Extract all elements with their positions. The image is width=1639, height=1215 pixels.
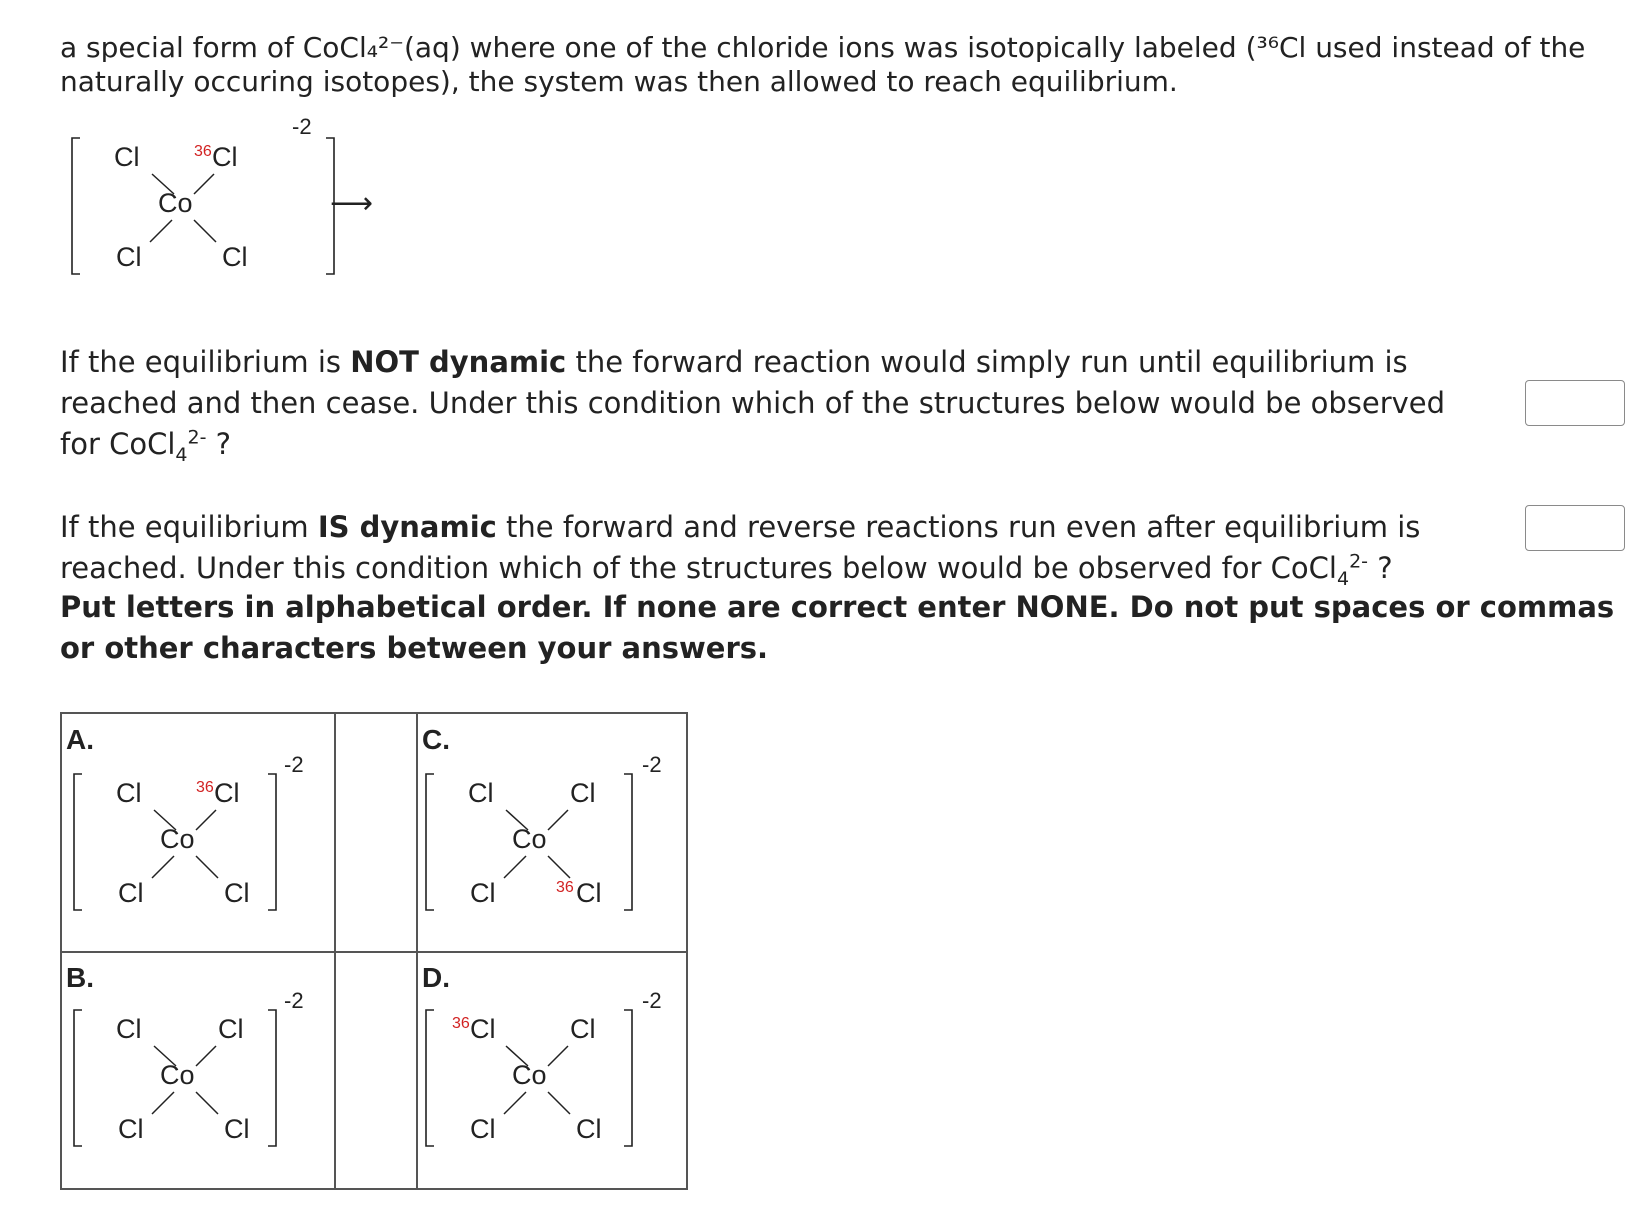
reactant-structure-svg	[66, 114, 326, 283]
ligand-bottom-left: Cl	[470, 1114, 496, 1144]
ligand-top-left: Cl	[468, 778, 494, 808]
table-divider	[62, 951, 686, 953]
ligand-bottom-right: Cl	[576, 1114, 602, 1144]
q2-subscript: 4	[1336, 567, 1350, 590]
ligand-top-left: Cl	[116, 778, 142, 808]
q2-superscript: 2-	[1349, 550, 1369, 573]
ligand-top-right: Cl	[570, 778, 596, 808]
choice-label-d: D.	[422, 962, 450, 993]
question-is-dynamic	[60, 507, 1490, 589]
metal-center: Co	[512, 824, 547, 854]
choice-c-svg	[420, 754, 680, 919]
choice-label-b: B.	[66, 962, 94, 993]
q1-superscript: 2-	[187, 426, 207, 449]
ligand-top-left: Cl	[116, 1014, 142, 1044]
metal-center: Co	[512, 1060, 547, 1090]
charge-label: -2	[642, 752, 662, 777]
choice-a-svg	[68, 754, 328, 919]
isotope-label: 36	[196, 779, 214, 796]
answer-input-is-dynamic[interactable]	[1525, 505, 1625, 551]
charge-label: -2	[642, 988, 662, 1013]
reaction-arrow: ⟶	[330, 186, 374, 221]
q1-subscript: 4	[175, 443, 188, 466]
charge-label: -2	[284, 752, 304, 777]
q2-text-post: the forward and reverse reactions run even after equilibrium is reached. Under this condition which of the structures below would be observed for CoCl	[60, 510, 1421, 585]
question-not-dynamic	[60, 342, 1490, 465]
charge-label: -2	[284, 988, 304, 1013]
ligand-bottom-left: Cl	[118, 1114, 144, 1144]
ligand-top-left: Cl	[470, 1014, 496, 1044]
q2-text-pre: If the equilibrium	[60, 510, 318, 544]
q1-text-bold: NOT dynamic	[350, 345, 567, 379]
choice-d-svg	[420, 990, 680, 1155]
q1-text-end: ?	[206, 427, 232, 461]
ligand-bottom-right: Cl	[576, 878, 602, 908]
answer-input-not-dynamic[interactable]	[1525, 380, 1625, 426]
isotope-label: 36	[194, 143, 212, 160]
ligand-top-right: Cl	[570, 1014, 596, 1044]
isotope-label: 36	[452, 1015, 470, 1032]
ligand-bottom-right: Cl	[224, 878, 250, 908]
intro-line-2: naturally occuring isotopes), the system was then allowed to reach equilibrium.	[60, 65, 1178, 98]
q1-text-post: the forward reaction would simply run until equilibrium is reached and then cease. Under this condition which of the structures below would be observed for CoCl	[60, 345, 1446, 461]
intro-line-1: a special form of CoCl₄²⁻(aq) where one of the chloride ions was isotopically labeled (³⁶Cl used instead of the	[60, 31, 1586, 62]
ligand-bottom-right: Cl	[222, 242, 248, 272]
intro-text	[60, 28, 1620, 102]
metal-center: Co	[160, 824, 195, 854]
choice-label-a: A.	[66, 724, 94, 755]
answer-instructions: Put letters in alphabetical order. If none are correct enter NONE. Do not put spaces or commas or other characters between your answers.	[60, 590, 1615, 665]
metal-center: Co	[158, 188, 193, 218]
q2-text-end: ?	[1368, 551, 1393, 585]
ligand-bottom-right: Cl	[224, 1114, 250, 1144]
isotope-label: 36	[556, 879, 574, 896]
choice-label-c: C.	[422, 724, 450, 755]
metal-center: Co	[160, 1060, 195, 1090]
q2-text-bold: IS dynamic	[317, 510, 497, 544]
ligand-top-right: Cl	[218, 1014, 244, 1044]
choice-b-svg	[68, 990, 328, 1155]
ligand-bottom-left: Cl	[116, 242, 142, 272]
q1-text-pre: If the equilibrium is	[60, 345, 351, 379]
charge-label: -2	[292, 114, 312, 139]
ligand-top-left: Cl	[114, 142, 140, 172]
ligand-top-right: Cl	[214, 778, 240, 808]
choices-table	[60, 712, 688, 1190]
ligand-bottom-left: Cl	[470, 878, 496, 908]
ligand-top-right: Cl	[212, 142, 238, 172]
ligand-bottom-left: Cl	[118, 878, 144, 908]
